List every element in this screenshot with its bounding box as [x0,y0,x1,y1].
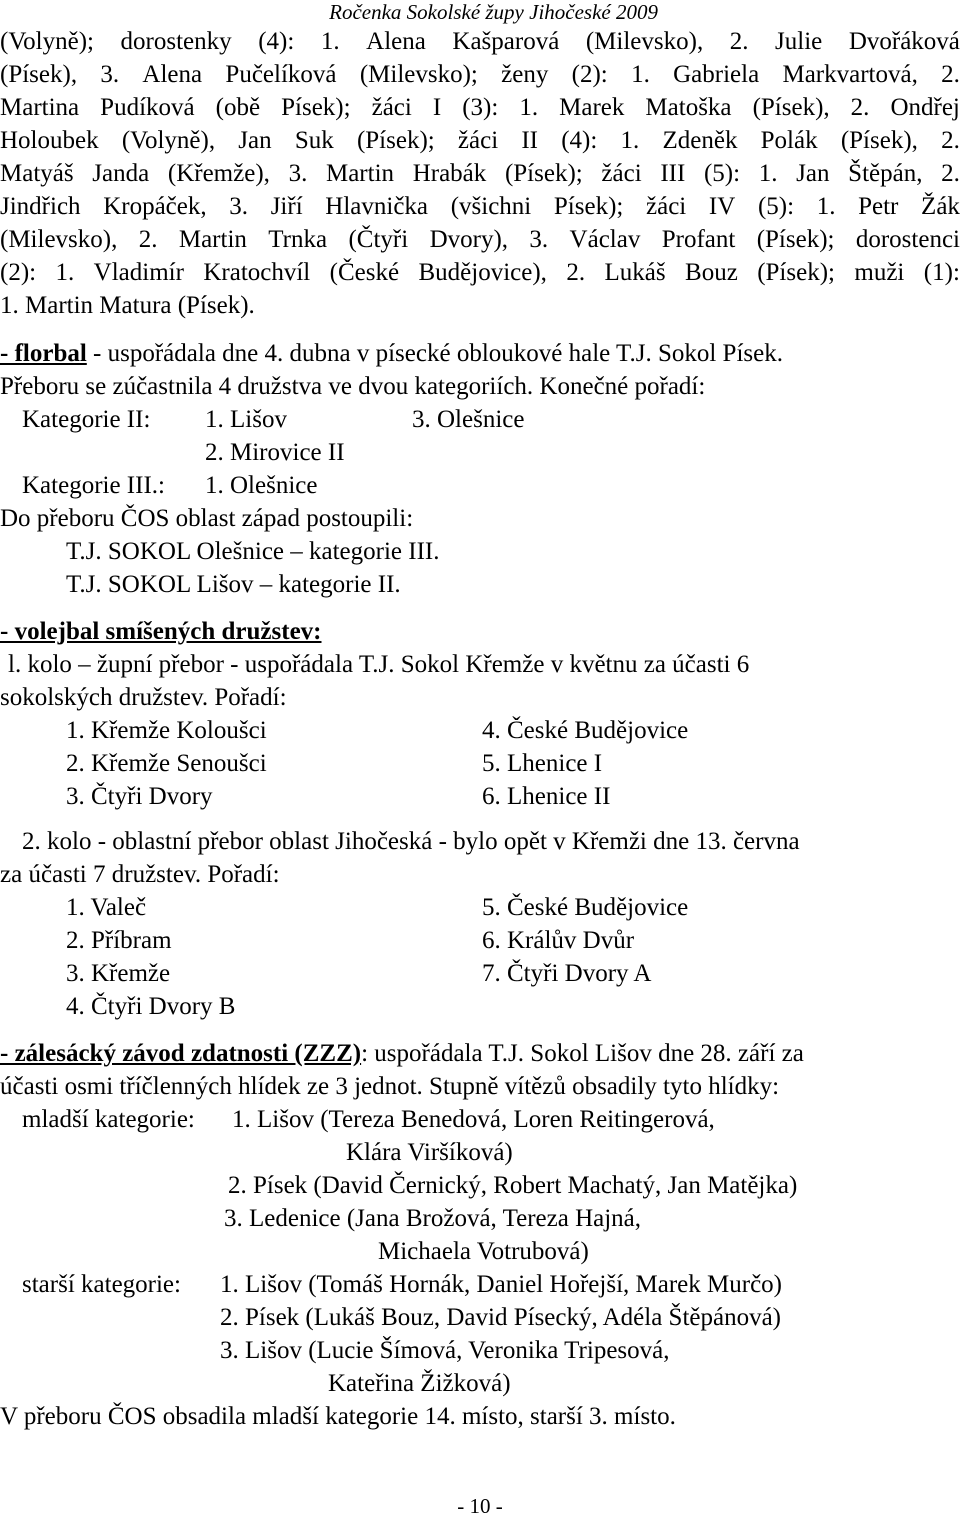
younger-rank: 1. Lišov (Tereza Benedová, Loren Reitingerová, [232,1106,715,1133]
intro-line: Matyáš Janda (Křemže), 3. Martin Hrabák (Písek); žáci III (5): 1. Jan Štěpán, 2. [0,160,960,187]
older-rank: 3. Lišov (Lucie Šímová, Veronika Tripesová, [220,1337,670,1364]
intro-line: (Volyně); dorostenky (4): 1. Alena Kašparová (Milevsko), 2. Julie Dvořáková [0,28,960,55]
older-label: starší kategorie: [22,1271,181,1298]
round2-rank: 7. Čtyři Dvory A [482,960,652,987]
older-rank: 2. Písek (Lukáš Bouz, David Písecký, Adéla Štěpánová) [220,1304,782,1331]
category-2-label: Kategorie II: [22,406,151,433]
intro-line: (Písek), 3. Alena Pučelíková (Milevsko); ženy (2): 1. Gabriela Markvartová, 2. [0,61,960,88]
round1-line: l. kolo – župní přebor - uspořádala T.J. Sokol Křemže v květnu za účasti 6 [8,651,750,678]
round2-line: 2. kolo - oblastní přebor oblast Jihočeská - bylo opět v Křemži dne 13. června [22,828,800,855]
round2-line: za účasti 7 družstev. Pořadí: [0,861,280,888]
intro-line: 1. Martin Matura (Písek). [0,292,255,319]
running-header: Ročenka Sokolské župy Jihočeské 2009 [329,0,658,24]
zzz-summary: účasti osmi tříčlenných hlídek ze 3 jednot. Stupně vítězů obsadily tyto hlídky: [0,1073,780,1100]
younger-label: mladší kategorie: [22,1106,195,1133]
younger-rank: 2. Písek (David Černický, Robert Machatý, Jan Matějka) [228,1172,798,1199]
round2-rank: 4. Čtyři Dvory B [66,993,236,1020]
younger-rank: 3. Ledenice (Jana Brožová, Tereza Hajná, [224,1205,642,1232]
round2-rank: 5. České Budějovice [482,894,689,921]
advance-team: T.J. SOKOL Olešnice – kategorie III. [66,538,440,565]
round1-line: sokolských družstev. Pořadí: [0,684,287,711]
category-3-label: Kategorie III.: [22,472,165,499]
zzz-final: V přeboru ČOS obsadila mladší kategorie 14. místo, starší 3. místo. [0,1403,676,1430]
round1-rank: 5. Lhenice I [482,750,603,777]
advance-label: Do přeboru ČOS oblast západ postoupili: [0,505,414,532]
florbal-summary: Přeboru se zúčastnila 4 družstva ve dvou kategoriích. Konečné pořadí: [0,373,706,400]
round2-rank: 3. Křemže [66,960,171,987]
zzz-intro: - zálesácký závod zdatnosti (ZZZ): uspořádala T.J. Sokol Lišov dne 28. září za [0,1040,804,1067]
page-number: - 10 - [457,1494,503,1518]
florbal-heading: - florbal [0,340,87,367]
round1-rank: 1. Křemže Koloušci [66,717,267,744]
volejbal-heading: - volejbal smíšených družstev: [0,618,322,645]
round1-rank: 4. České Budějovice [482,717,689,744]
zzz-heading: - zálesácký závod zdatnosti (ZZZ) [0,1040,362,1067]
intro-line: Martina Pudíková (obě Písek); žáci I (3): 1. Marek Matoška (Písek), 2. Ondřej [0,94,960,121]
round2-rank: 6. Králův Dvůr [482,927,635,954]
younger-rank-cont: Klára Viršíková) [346,1139,513,1166]
intro-line: Jindřich Kropáček, 3. Jiří Hlavnička (všichni Písek); žáci IV (5): 1. Petr Žák [0,193,960,220]
intro-line: (Milevsko), 2. Martin Trnka (Čtyři Dvory), 3. Václav Profant (Písek); dorostenci [0,226,960,253]
intro-line: Holoubek (Volyně), Jan Suk (Písek); žáci II (4): 1. Zdeněk Polák (Písek), 2. [0,127,960,154]
younger-rank-cont: Michaela Votrubová) [378,1238,589,1265]
category-3-first: 1. Olešnice [205,472,318,499]
older-rank-cont: Kateřina Žižková) [328,1370,511,1397]
round2-rank: 1. Valeč [66,894,147,921]
intro-line: (2): 1. Vladimír Kratochvíl (České Budějovice), 2. Lukáš Bouz (Písek); muži (1): [0,259,960,286]
advance-team: T.J. SOKOL Lišov – kategorie II. [66,571,401,598]
round1-rank: 2. Křemže Senoušci [66,750,267,777]
round1-rank: 3. Čtyři Dvory [66,783,213,810]
round1-rank: 6. Lhenice II [482,783,611,810]
category-2-third: 3. Olešnice [412,406,525,433]
older-rank: 1. Lišov (Tomáš Hornák, Daniel Hořejší, Marek Murčo) [220,1271,782,1298]
florbal-intro: - florbal - uspořádala dne 4. dubna v písecké obloukové hale T.J. Sokol Písek. [0,340,783,367]
category-2-second: 2. Mirovice II [205,439,345,466]
round2-rank: 2. Příbram [66,927,172,954]
category-2-first: 1. Lišov [205,406,287,433]
